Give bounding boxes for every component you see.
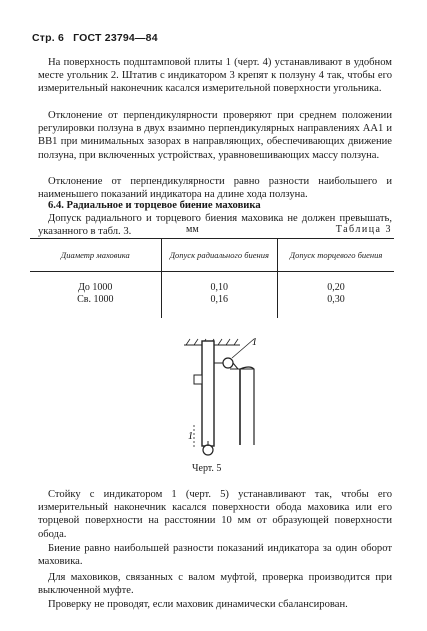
- label-top: 1: [252, 337, 257, 348]
- flywheel-drawing: [170, 335, 260, 460]
- header-axial: Допуск торцевого биения: [278, 239, 395, 272]
- paragraph-6: Биение равно наибольшей разности показаний индикатора за один оборот маховика.: [38, 543, 392, 568]
- cell-axial: 0,30: [278, 294, 395, 306]
- header-diameter: Диаметр маховика: [30, 239, 161, 272]
- section-heading: 6.4. Радиальное и торцевое биение маховика: [48, 200, 261, 211]
- cell-diameter: Св. 1000: [77, 294, 114, 305]
- stand-clamp: [194, 375, 202, 384]
- indicator-top-icon: [223, 358, 233, 368]
- table-header-row: [30, 239, 394, 272]
- label-bottom: 1: [188, 431, 193, 442]
- figure-caption: Черт. 5: [192, 463, 222, 474]
- paragraph-1: На поверхность подштамповой плиты 1 (черт. 4) устанавливают в удобном месте угольник 2. Штатив с индикатором 3 крепят к ползуну 4 так, чтобы его измерительный наконечник касался измерительной поверхности угольника.: [38, 57, 392, 95]
- table-spacer-row: [30, 306, 394, 318]
- tolerance-table: [30, 238, 394, 318]
- paragraph-3: Отклонение от перпендикулярности равно разности наибольшего и наименьшего показаний индикатора на длине хода ползуна.: [38, 176, 392, 201]
- table-label: Таблица 3: [335, 224, 392, 235]
- table-row: [30, 294, 394, 306]
- cell-radial: 0,10: [161, 272, 277, 295]
- paragraph-4: Допуск радиального и торцевого биения маховика не должен превышать, указанного в табл. 3.: [38, 213, 392, 238]
- cell-radial: 0,16: [161, 294, 277, 306]
- table-row: [30, 272, 394, 295]
- standard-code: ГОСТ 23794—84: [73, 32, 158, 44]
- paragraph-7: Для маховиков, связанных с валом муфтой, проверка производится при выключенной муфте.: [38, 572, 392, 597]
- indicator-bottom-icon: [203, 445, 213, 455]
- page-header: [32, 32, 164, 44]
- table-units: мм: [186, 224, 199, 235]
- paragraph-2: Отклонение от перпендикулярности проверяют при среднем положении регулировки ползуна в двух взаимно перпендикулярных направлениях AA1 и BB1 при минимальных зазорах в направляющих, обеспечивающих движение ползуна, при включенных устройствах, уравновешивающих массу ползуна.: [38, 110, 392, 161]
- paragraph-8: Проверку не проводят, если маховик динамически сбалансирован.: [48, 599, 348, 610]
- paragraph-5: Стойку с индикатором 1 (черт. 5) устанавливают так, чтобы его измерительный наконечник касался поверхности обода маховика или его торцевой поверхности на расстоянии 10 мм от образующей поверхности обода.: [38, 489, 392, 540]
- cell-axial: 0,20: [278, 272, 395, 295]
- header-radial: Допуск радиального биения: [161, 239, 277, 272]
- cell-diameter: До 1000: [78, 282, 113, 293]
- page-number: Стр. 6: [32, 32, 65, 44]
- indicator-stand: [202, 341, 214, 446]
